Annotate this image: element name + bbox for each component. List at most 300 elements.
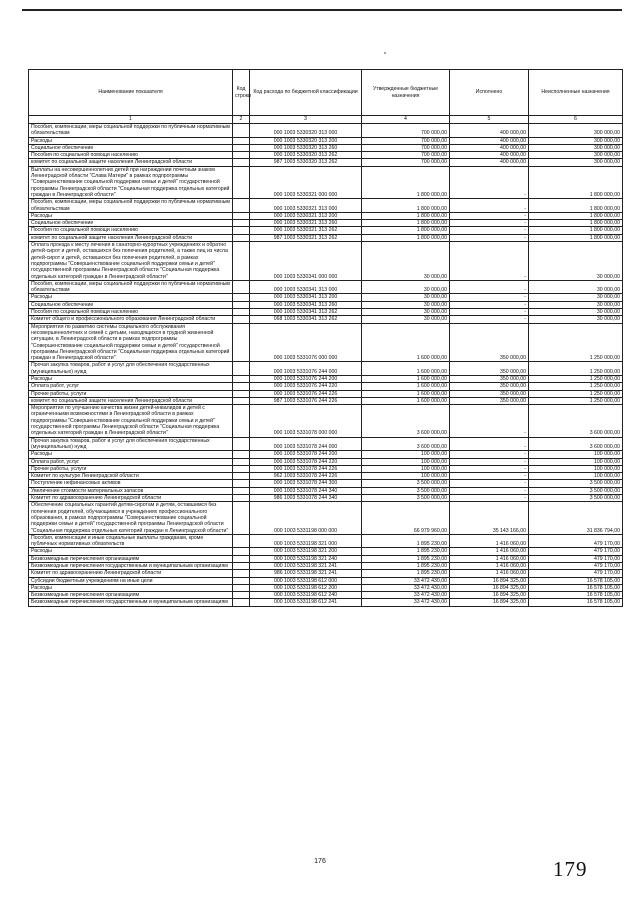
row-classification-code: 987 1003 5330321 313 262 — [250, 234, 362, 241]
row-approved: 66 979 960,00 — [362, 502, 450, 534]
row-unexecuted: 100 000,00 — [529, 473, 623, 480]
row-classification-code: 000 1003 5331076 244 000 — [250, 362, 362, 376]
row-line-code — [233, 166, 250, 198]
table-row — [29, 390, 623, 397]
row-name: Пособия, компенсации и иные социальные выплаты гражданам, кроме публичных нормативных обязательств — [29, 534, 233, 548]
table-row — [29, 323, 623, 362]
row-name: Пособия по социальной помощи населению — [29, 227, 233, 234]
row-unexecuted: 30 000,00 — [529, 280, 623, 294]
row-executed: 1 416 060,00 — [450, 534, 529, 548]
row-approved: 1 600 000,00 — [362, 397, 450, 404]
row-approved: 3 600 000,00 — [362, 405, 450, 437]
row-name: Расходы — [29, 212, 233, 219]
row-name: Расходы — [29, 584, 233, 591]
row-name: Пособия по социальной помощи населению — [29, 152, 233, 159]
row-executed: - — [450, 227, 529, 234]
row-name: Оплата проезда к месту лечения в санаторно-курортных учреждениях и обратно детей-сирот и детей, оставшихся без попечения родителей, а также лиц из числа детей-сирот и детей, оставшихся без попечения родителей, в рамках подпрограммы "Совершенствование социальной поддержки семьи и детей" государственной программы Ленинградской области "Социальная поддержка отдельных категорий граждан в Ленинградской области" — [29, 242, 233, 281]
row-executed: - — [450, 458, 529, 465]
row-classification-code: 000 1003 5330321 000 000 — [250, 166, 362, 198]
row-approved: 1 800 000,00 — [362, 227, 450, 234]
row-classification-code: 000 1003 5331198 321 000 — [250, 534, 362, 548]
row-classification-code: 962 1003 5331078 244 226 — [250, 473, 362, 480]
row-name: Прочие работы, услуги — [29, 390, 233, 397]
row-name: Социальное обеспечение — [29, 144, 233, 151]
header-name: Наименование показателя — [29, 70, 233, 116]
row-line-code — [233, 383, 250, 390]
row-name: комитет по социальной защите населения Ленинградской области — [29, 397, 233, 404]
row-classification-code: 000 1003 5330341 313 260 — [250, 301, 362, 308]
row-line-code — [233, 234, 250, 241]
row-unexecuted: 16 578 105,00 — [529, 584, 623, 591]
table-row — [29, 458, 623, 465]
row-approved: 30 000,00 — [362, 316, 450, 323]
col-number: 2 — [233, 116, 250, 124]
col-number: 5 — [450, 116, 529, 124]
row-line-code — [233, 124, 250, 138]
row-unexecuted: 300 000,00 — [529, 152, 623, 159]
row-name: Комитет общего и профессионального образования Ленинградской области — [29, 316, 233, 323]
row-executed: 1 416 060,00 — [450, 570, 529, 577]
row-line-code — [233, 309, 250, 316]
row-unexecuted: 16 578 105,00 — [529, 592, 623, 599]
table-row — [29, 234, 623, 241]
row-unexecuted: 31 836 794,00 — [529, 502, 623, 534]
row-line-code — [233, 473, 250, 480]
row-name: Мероприятия по развитию системы социального обслуживания несовершеннолетних и семей с детьми, находящихся в трудной жизненной ситуации, в Ленинградской области в рамках подпрограммы "Совершенствование социальной поддержки семьи и детей" государственной программы Ленинградской области "Социальная поддержка отдельных категорий граждан в Ленинградской области" — [29, 323, 233, 362]
row-name: комитет по социальной защите населения Ленинградской области — [29, 159, 233, 166]
table-row — [29, 159, 623, 166]
row-unexecuted: 100 000,00 — [529, 465, 623, 472]
row-line-code — [233, 405, 250, 437]
row-name: Комитет по здравоохранению Ленинградской области — [29, 570, 233, 577]
row-classification-code: 000 1003 5331198 321 240 — [250, 555, 362, 562]
row-executed: 350 000,00 — [450, 397, 529, 404]
row-line-code — [233, 316, 250, 323]
row-approved: 100 000,00 — [362, 473, 450, 480]
header-executed: Исполнено — [450, 70, 529, 116]
row-classification-code: 000 1003 5330341 313 262 — [250, 309, 362, 316]
row-executed: 400 000,00 — [450, 144, 529, 151]
row-classification-code: 986 1003 5331198 321 241 — [250, 570, 362, 577]
row-name: Расходы — [29, 294, 233, 301]
table-row — [29, 451, 623, 458]
col-number: 1 — [29, 116, 233, 124]
table-row — [29, 124, 623, 138]
row-line-code — [233, 280, 250, 294]
row-executed: 16 894 325,00 — [450, 577, 529, 584]
row-unexecuted: 479 170,00 — [529, 534, 623, 548]
row-classification-code: 000 1003 5331076 244 200 — [250, 375, 362, 382]
row-name: Комитет по культуре Ленинградской области — [29, 473, 233, 480]
row-executed: 350 000,00 — [450, 375, 529, 382]
row-approved: 700 000,00 — [362, 144, 450, 151]
row-line-code — [233, 555, 250, 562]
row-unexecuted: 300 000,00 — [529, 144, 623, 151]
row-executed: 400 000,00 — [450, 124, 529, 138]
handwritten-sheet-number: 179 — [553, 857, 588, 881]
row-line-code — [233, 362, 250, 376]
row-unexecuted: 1 800 000,00 — [529, 212, 623, 219]
row-line-code — [233, 212, 250, 219]
row-unexecuted: 3 500 000,00 — [529, 487, 623, 494]
row-approved: 1 895 230,00 — [362, 548, 450, 555]
table-row — [29, 480, 623, 487]
row-approved: 33 472 430,00 — [362, 584, 450, 591]
row-unexecuted: 1 250 000,00 — [529, 397, 623, 404]
table-row — [29, 502, 623, 534]
budget-execution-table — [28, 69, 623, 607]
row-classification-code: 000 1003 5330341 000 000 — [250, 242, 362, 281]
row-unexecuted: 30 000,00 — [529, 309, 623, 316]
row-line-code — [233, 199, 250, 213]
table-row — [29, 301, 623, 308]
table-row — [29, 166, 623, 198]
row-executed: - — [450, 480, 529, 487]
row-approved: 1 600 000,00 — [362, 323, 450, 362]
table-row — [29, 405, 623, 437]
row-unexecuted: 3 600 000,00 — [529, 437, 623, 451]
row-line-code — [233, 599, 250, 606]
row-unexecuted: 30 000,00 — [529, 242, 623, 281]
row-name: Прочая закупка товаров, работ и услуг для обеспечения государственных (муниципальных) нужд — [29, 437, 233, 451]
row-executed: - — [450, 212, 529, 219]
header-unexecuted: Неисполненные назначения — [529, 70, 623, 116]
row-line-code — [233, 137, 250, 144]
row-classification-code: 000 1003 5331078 244 220 — [250, 458, 362, 465]
row-executed: 350 000,00 — [450, 362, 529, 376]
row-classification-code: 000 1003 5331078 244 226 — [250, 465, 362, 472]
row-unexecuted: 1 800 000,00 — [529, 166, 623, 198]
row-executed: - — [450, 280, 529, 294]
row-line-code — [233, 480, 250, 487]
table-row — [29, 437, 623, 451]
row-executed: - — [450, 316, 529, 323]
row-executed: 350 000,00 — [450, 323, 529, 362]
row-name: Прочая закупка товаров, работ и услуг для обеспечения государственных (муниципальных) нужд — [29, 362, 233, 376]
row-classification-code: 000 1003 5330341 313 000 — [250, 280, 362, 294]
row-line-code — [233, 451, 250, 458]
row-executed: - — [450, 242, 529, 281]
row-unexecuted: 3 500 000,00 — [529, 495, 623, 502]
row-name: Оплата работ, услуг — [29, 458, 233, 465]
row-approved: 33 472 430,00 — [362, 577, 450, 584]
row-name: Безвозмездные перечисления государственным и муниципальным организациям — [29, 563, 233, 570]
col-number: 3 — [250, 116, 362, 124]
table-row — [29, 144, 623, 151]
row-unexecuted: 1 250 000,00 — [529, 375, 623, 382]
row-classification-code: 000 1003 5331198 612 240 — [250, 592, 362, 599]
row-classification-code: 000 1003 5331078 244 300 — [250, 480, 362, 487]
row-approved: 30 000,00 — [362, 301, 450, 308]
table-body — [29, 124, 623, 607]
table-row — [29, 212, 623, 219]
row-classification-code: 000 1003 5331198 321 241 — [250, 563, 362, 570]
row-line-code — [233, 563, 250, 570]
row-classification-code: 000 1003 5330321 313 262 — [250, 227, 362, 234]
row-line-code — [233, 548, 250, 555]
column-number-row — [29, 116, 623, 124]
row-name: Социальное обеспечение — [29, 301, 233, 308]
row-approved: 30 000,00 — [362, 294, 450, 301]
row-approved: 3 500 000,00 — [362, 480, 450, 487]
row-approved: 30 000,00 — [362, 309, 450, 316]
row-name: Субсидии бюджетным учреждениям на иные цели — [29, 577, 233, 584]
row-name: Пособия, компенсации, меры социальной поддержки по публичным нормативным обязательствам — [29, 199, 233, 213]
row-unexecuted: 1 250 000,00 — [529, 362, 623, 376]
row-unexecuted: 479 170,00 — [529, 548, 623, 555]
top-rule — [22, 9, 622, 11]
row-classification-code: 000 1003 5330321 313 000 — [250, 199, 362, 213]
row-approved: 1 800 000,00 — [362, 212, 450, 219]
row-name: Расходы — [29, 375, 233, 382]
row-classification-code: 000 1003 5330320 313 000 — [250, 124, 362, 138]
header-approved: Утвержденные бюджетные назначения — [362, 70, 450, 116]
table-row — [29, 309, 623, 316]
row-unexecuted: 30 000,00 — [529, 301, 623, 308]
row-unexecuted: 3 600 000,00 — [529, 405, 623, 437]
row-classification-code: 000 1003 5331078 244 340 — [250, 487, 362, 494]
budget-report-sheet — [28, 69, 622, 607]
table-row — [29, 495, 623, 502]
row-classification-code: 000 1003 5331076 244 226 — [250, 390, 362, 397]
col-number: 6 — [529, 116, 623, 124]
row-classification-code: 000 1003 5331198 612 200 — [250, 584, 362, 591]
table-row — [29, 362, 623, 376]
row-unexecuted: 100 000,00 — [529, 451, 623, 458]
row-unexecuted: 300 000,00 — [529, 124, 623, 138]
row-unexecuted: 1 800 000,00 — [529, 199, 623, 213]
row-line-code — [233, 144, 250, 151]
row-unexecuted: 30 000,00 — [529, 294, 623, 301]
table-row — [29, 487, 623, 494]
row-name: Пособия по социальной помощи населению — [29, 309, 233, 316]
row-unexecuted: 1 250 000,00 — [529, 323, 623, 362]
row-name: комитет по социальной защите населения Ленинградской области — [29, 234, 233, 241]
table-row — [29, 577, 623, 584]
row-line-code — [233, 397, 250, 404]
row-approved: 700 000,00 — [362, 137, 450, 144]
table-row — [29, 375, 623, 382]
table-row — [29, 555, 623, 562]
row-executed: 1 416 060,00 — [450, 548, 529, 555]
row-line-code — [233, 495, 250, 502]
row-line-code — [233, 390, 250, 397]
table-row — [29, 563, 623, 570]
row-name: Пособия, компенсации, меры социальной поддержки по публичным нормативным обязательствам — [29, 280, 233, 294]
row-name: Оплата работ, услуг — [29, 383, 233, 390]
table-row — [29, 152, 623, 159]
row-approved: 1 895 230,00 — [362, 563, 450, 570]
row-line-code — [233, 375, 250, 382]
row-name: Расходы — [29, 137, 233, 144]
row-approved: 1 800 000,00 — [362, 220, 450, 227]
row-classification-code: 000 1003 5331076 244 220 — [250, 383, 362, 390]
row-executed: - — [450, 166, 529, 198]
row-executed: 1 416 060,00 — [450, 555, 529, 562]
row-name: Комитет по здравоохранению Ленинградской области — [29, 495, 233, 502]
row-approved: 100 000,00 — [362, 465, 450, 472]
row-unexecuted: 479 170,00 — [529, 563, 623, 570]
row-executed: - — [450, 220, 529, 227]
row-line-code — [233, 301, 250, 308]
row-line-code — [233, 570, 250, 577]
row-approved: 1 600 000,00 — [362, 383, 450, 390]
row-approved: 700 000,00 — [362, 152, 450, 159]
row-executed: 35 143 166,00 — [450, 502, 529, 534]
row-executed: 350 000,00 — [450, 390, 529, 397]
row-approved: 3 600 000,00 — [362, 437, 450, 451]
row-line-code — [233, 584, 250, 591]
table-row — [29, 242, 623, 281]
row-classification-code: 000 1003 5331198 000 000 — [250, 502, 362, 534]
table-row — [29, 280, 623, 294]
row-approved: 33 472 430,00 — [362, 592, 450, 599]
row-unexecuted: 1 800 000,00 — [529, 220, 623, 227]
row-executed: 1 416 060,00 — [450, 563, 529, 570]
table-row — [29, 548, 623, 555]
row-executed: - — [450, 495, 529, 502]
table-row — [29, 584, 623, 591]
row-line-code — [233, 465, 250, 472]
row-line-code — [233, 502, 250, 534]
table-row — [29, 534, 623, 548]
row-classification-code: 000 1003 5330341 313 200 — [250, 294, 362, 301]
row-line-code — [233, 159, 250, 166]
row-classification-code: 986 1003 5331078 244 340 — [250, 495, 362, 502]
row-line-code — [233, 323, 250, 362]
row-name: Безвозмездные перечисления организациям — [29, 592, 233, 599]
row-approved: 100 000,00 — [362, 458, 450, 465]
row-classification-code: 000 1003 5330321 313 260 — [250, 220, 362, 227]
row-executed: - — [450, 301, 529, 308]
row-classification-code: 000 1003 5331076 000 000 — [250, 323, 362, 362]
table-row — [29, 465, 623, 472]
table-row — [29, 473, 623, 480]
row-classification-code: 000 1003 5331198 321 200 — [250, 548, 362, 555]
table-row — [29, 316, 623, 323]
row-executed: 16 894 325,00 — [450, 584, 529, 591]
row-name: Поступление нефинансовых активов — [29, 480, 233, 487]
row-executed: - — [450, 199, 529, 213]
row-name: Расходы — [29, 548, 233, 555]
row-unexecuted: 1 250 000,00 — [529, 383, 623, 390]
row-executed: - — [450, 405, 529, 437]
row-approved: 1 600 000,00 — [362, 362, 450, 376]
row-approved: 1 895 230,00 — [362, 570, 450, 577]
row-unexecuted: 16 578 105,00 — [529, 577, 623, 584]
row-unexecuted: 1 250 000,00 — [529, 390, 623, 397]
row-name: Социальное обеспечение — [29, 220, 233, 227]
row-line-code — [233, 227, 250, 234]
row-line-code — [233, 577, 250, 584]
row-unexecuted: 300 000,00 — [529, 137, 623, 144]
header-row — [29, 70, 623, 116]
row-unexecuted: 3 500 000,00 — [529, 480, 623, 487]
row-line-code — [233, 437, 250, 451]
row-name: Расходы — [29, 451, 233, 458]
row-executed: 400 000,00 — [450, 159, 529, 166]
page-number: 176 — [314, 858, 326, 865]
row-name: Выплаты на несовершеннолетних детей при награждении почетным знаком Ленинградской области "Слава Матери" в рамках подпрограммы "Совершенствование социальной поддержки семьи и детей" государственной программы Ленинградской области "Социальная поддержка отдельных категорий граждан в Ленинградской области" — [29, 166, 233, 198]
col-number: 4 — [362, 116, 450, 124]
table-row — [29, 592, 623, 599]
row-executed: 400 000,00 — [450, 152, 529, 159]
row-executed: 16 894 325,00 — [450, 592, 529, 599]
row-line-code — [233, 220, 250, 227]
row-approved: 100 000,00 — [362, 451, 450, 458]
row-unexecuted: 300 000,00 — [529, 159, 623, 166]
row-classification-code: 000 1003 5330320 313 200 — [250, 137, 362, 144]
row-executed: - — [450, 294, 529, 301]
row-executed: 350 000,00 — [450, 383, 529, 390]
row-classification-code: 000 1003 5330320 313 262 — [250, 152, 362, 159]
row-executed: - — [450, 473, 529, 480]
row-line-code — [233, 487, 250, 494]
row-executed: - — [450, 487, 529, 494]
table-row — [29, 570, 623, 577]
row-approved: 700 000,00 — [362, 159, 450, 166]
row-name: Пособия, компенсации, меры социальной поддержки по публичным нормативным обязательствам — [29, 124, 233, 138]
row-approved: 1 895 230,00 — [362, 534, 450, 548]
row-executed: - — [450, 451, 529, 458]
row-approved: 1 600 000,00 — [362, 390, 450, 397]
row-unexecuted: 479 170,00 — [529, 570, 623, 577]
row-approved: 700 000,00 — [362, 124, 450, 138]
row-name: Безвозмездные перечисления организациям — [29, 555, 233, 562]
table-row — [29, 199, 623, 213]
row-executed: - — [450, 465, 529, 472]
row-classification-code: 000 1003 5330320 313 260 — [250, 144, 362, 151]
row-classification-code: 068 1003 5330341 313 262 — [250, 316, 362, 323]
row-unexecuted: 100 000,00 — [529, 458, 623, 465]
row-name: Увеличение стоимости материальных запасов — [29, 487, 233, 494]
row-unexecuted: 16 578 105,00 — [529, 599, 623, 606]
row-classification-code: 000 1003 5331078 000 000 — [250, 405, 362, 437]
row-approved: 1 800 000,00 — [362, 199, 450, 213]
row-unexecuted: 1 800 000,00 — [529, 234, 623, 241]
row-approved: 1 895 230,00 — [362, 555, 450, 562]
row-approved: 1 600 000,00 — [362, 375, 450, 382]
row-unexecuted: 30 000,00 — [529, 316, 623, 323]
table-row — [29, 220, 623, 227]
row-line-code — [233, 592, 250, 599]
row-line-code — [233, 458, 250, 465]
row-approved: 30 000,00 — [362, 242, 450, 281]
row-approved: 1 800 000,00 — [362, 234, 450, 241]
header-line-code: Код строки — [233, 70, 250, 116]
row-executed: - — [450, 309, 529, 316]
row-executed: - — [450, 234, 529, 241]
row-classification-code: 000 1003 5331078 244 200 — [250, 451, 362, 458]
row-classification-code: 987 1003 5330320 313 262 — [250, 159, 362, 166]
row-executed: 400 000,00 — [450, 137, 529, 144]
table-row — [29, 294, 623, 301]
table-row — [29, 227, 623, 234]
table-row — [29, 383, 623, 390]
table-row — [29, 397, 623, 404]
row-name: Безвозмездные перечисления государственным и муниципальным организациям — [29, 599, 233, 606]
row-approved: 3 500 000,00 — [362, 495, 450, 502]
header-classification-code: Код расхода по бюджетной классификации — [250, 70, 362, 116]
row-name: Прочие работы, услуги — [29, 465, 233, 472]
row-approved: 30 000,00 — [362, 280, 450, 294]
row-unexecuted: 1 800 000,00 — [529, 227, 623, 234]
row-classification-code: 000 1003 5331078 244 000 — [250, 437, 362, 451]
row-name: Мероприятия по улучшению качества жизни детей-инвалидов и детей с ограниченными возможностями в Ленинградской области в рамках подпрограммы "Совершенствование социальной поддержки семьи и детей" государственной программы Ленинградской области "Социальная поддержка отдельных категорий граждан в Ленинградской области" — [29, 405, 233, 437]
row-line-code — [233, 534, 250, 548]
row-classification-code: 000 1003 5330321 313 200 — [250, 212, 362, 219]
row-approved: 1 800 000,00 — [362, 166, 450, 198]
